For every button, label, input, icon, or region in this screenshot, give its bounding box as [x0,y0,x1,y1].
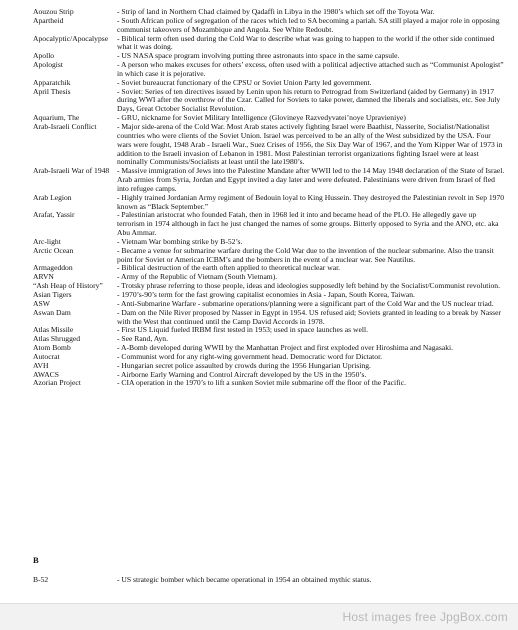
glossary-entry [33,167,505,194]
glossary-entry [33,194,505,212]
glossary-entry [33,88,505,115]
glossary-definition: - US NASA space program involving putting three astronauts into space in the same capsule. [117,51,400,61]
glossary-term: ASW [33,298,50,308]
glossary-definition: - Palestinian aristocrat who founded Fatah, then in 1968 led it into and became head of the PLO. He allegedly gave up terrorism in 1974 although in fact he just changed the names of some groups. Bitterly opposed to Syria and the ANO, etc. aka Abu Ammar. [117,210,499,238]
glossary-term: Arab-Israeli Conflict [33,121,97,131]
glossary-entry [33,35,505,53]
glossary-definition: - Biblical destruction of the earth often applied to theoretical nuclear war. [117,263,341,273]
glossary-definition: - Airborne Early Warning and Control Aircraft developed by the US in the 1950’s. [117,369,367,379]
glossary-term: B-52 [33,575,49,584]
glossary-definition: - 1970’s-90’s term for the fast growing capitalist economies in Asia - Japan, South Korea, Taiwan. [117,290,415,299]
glossary-term: Arctic Ocean [33,245,74,255]
glossary-term: Apologist [33,60,63,70]
glossary-definition: - Major side-arena of the Cold War. Most Arab states actively fighting Israel were Baathist, Nasserite, Socialist/Nationalist countries who were clients of the Soviet Union. Israel was perceived to be an ally of the West subsidized by the USA. Four wars were fought, 1948 Arab - Israeli War., Suez Crises of 1956, the Six Day War of 1967, and the Yom Kipper War of 1973 in addition to the Israeli invasion of Lebanon in 1981. Most Palestinian terrorist organizations fighting Israel were at least nominally Communists/Socialists at least until the late1980’s. [117,121,503,167]
glossary-term: Arab-Israeli War of 1948 [33,166,110,176]
glossary-definition: - Army of the Republic of Vietnam (South Vietnam). [117,272,278,282]
watermark-text: Host images free JpgBox.com [342,610,508,624]
glossary-definition: - A person who makes excuses for others’ excess, often used with a political adjective attached such as “Communist Apologist” in which case it is pejorative. [117,60,504,78]
glossary-definition: - Dam on the Nile River proposed by Nasser in Egypt in 1954. US refused aid; Soviets granted in leading to a break by Nasser with the West that continued until the Camp David Accords in 1978. [117,307,502,326]
glossary-entry [33,576,505,585]
glossary-term: Aquarium, The [33,113,80,123]
glossary-term: Azorian Project [33,378,81,388]
glossary-definition: - GRU, nickname for Soviet Military Intelligence (Glovineye Razvedyvatei’noye Upravieniye) [117,113,406,123]
glossary-definition: - First US Liquid fueled IRBM first tested in 1953; used in space launches as well. [117,325,368,335]
glossary-term: April Thesis [33,86,71,96]
glossary-definition: - A-Bomb developed during WWII by the Manhattan Project and first exploded over Hiroshima and Nagasaki. [117,343,454,353]
glossary-entry [33,247,505,265]
glossary-term: Atlas Shrugged [33,334,81,344]
glossary-term: Arc-light [33,236,61,246]
glossary-definition: - Massive immigration of Jews into the Palestine Mandate after WWII led to the 14 May 1948 declaration of the State of Israel. Arab armies from Syria, Jordan and Egypt invited a day later and were defeated. Palestinians were driven from Israel of fled into refugee camps. [117,166,505,193]
glossary-term: AVH [33,360,49,370]
glossary-entry [33,17,505,35]
glossary-definition: - CIA operation in the 1970’s to lift a sunken Soviet mile submarine off the floor of the Pacific. [117,378,406,388]
glossary-term: Aouzou Strip [33,7,74,16]
glossary-term: ARVN [33,272,54,282]
glossary-term: Atlas Missile [33,325,74,335]
glossary-entry [33,309,505,327]
glossary-entry [33,211,505,238]
watermark-footer [0,603,518,630]
glossary-term: Armageddon [33,263,73,273]
glossary-definition: - Strip of land in Northern Chad claimed by Qadaffi in Libya in the 1980’s which set off the Toyota War. [117,7,435,16]
glossary-entry [33,379,505,388]
glossary-term: Apparatchik [33,77,71,87]
glossary-term: Apartheid [33,15,64,25]
glossary-definition: - US strategic bomber which became operational in 1954 an obtained mythic status. [117,575,372,584]
glossary-term: Apocalyptic/Apocalypse [33,33,109,43]
glossary-term: Apollo [33,51,55,61]
section-b-list [33,576,505,585]
glossary-definition: - Trotsky phrase referring to those people, ideas and ideologies supposedly left behind by the Socialist/Communist revolution. [117,281,501,291]
glossary-term: “Ash Heap of History” [33,281,103,291]
glossary-term: Asian Tigers [33,290,72,299]
glossary-definition: - Anti-Submarine Warfare - submarine operations/planning were a significant part of the Cold War and the US nuclear triad. [117,298,494,308]
glossary-definition: - Communist word for any right-wing government head. Democratic word for Dictator. [117,351,383,361]
glossary-definition: - Soviet: Series of ten directives issued by Lenin upon his return to Petrograd from Switzerland (aided by Germany) in 1917 during WWI after the overthrow of the Czar. Called for Soviets to take power, damned the liberals and socialists, etc. See July Days, Great October Socialist Revolution. [117,86,501,114]
glossary-term: Autocrat [33,351,60,361]
glossary-definition: - See Rand, Ayn. [117,334,168,344]
glossary-term: Aswan Dam [33,307,71,317]
glossary-definition: - Soviet bureaucrat functionary of the CPSU or Soviet Union Party led government. [117,77,372,87]
glossary-definition: - Hungarian secret police assaulted by crowds during the 1956 Hungarian Uprising. [117,360,371,370]
glossary-definition: - Highly trained Jordanian Army regiment of Bedouin loyal to King Hussein. They destroyed the Palestinian revolt in Sep 1970 known as “Black September.” [117,192,505,211]
glossary-definition: - Vietnam War bombing strike by B-52’s. [117,236,243,246]
glossary-term: Arab Legion [33,192,72,202]
section-heading-b: B [33,555,39,565]
glossary-list [33,8,505,388]
glossary-definition: - South African police of segregation of the races which led to SA becoming a pariah. SA still played a major role in opposing communist takeovers of Mozambique and Angola. See White Redoubt. [117,15,500,34]
glossary-definition: - Became a venue for submarine warfare during the Cold War due to the invention of the nuclear submarine. Also the transit point for Soviet or American ICBM’s and the bombers in the event of a nuclear war. See Nautilus. [117,245,494,264]
glossary-entry [33,326,505,335]
glossary-term: AWACS [33,369,59,379]
glossary-definition: - Biblical term often used during the Cold War to describe what was going to happen to the world if the other side continued what it was doing. [117,33,495,52]
glossary-entry [33,123,505,167]
glossary-term: Atom Bomb [33,343,71,353]
glossary-entry [33,61,505,79]
glossary-term: Arafat, Yassir [33,210,75,220]
